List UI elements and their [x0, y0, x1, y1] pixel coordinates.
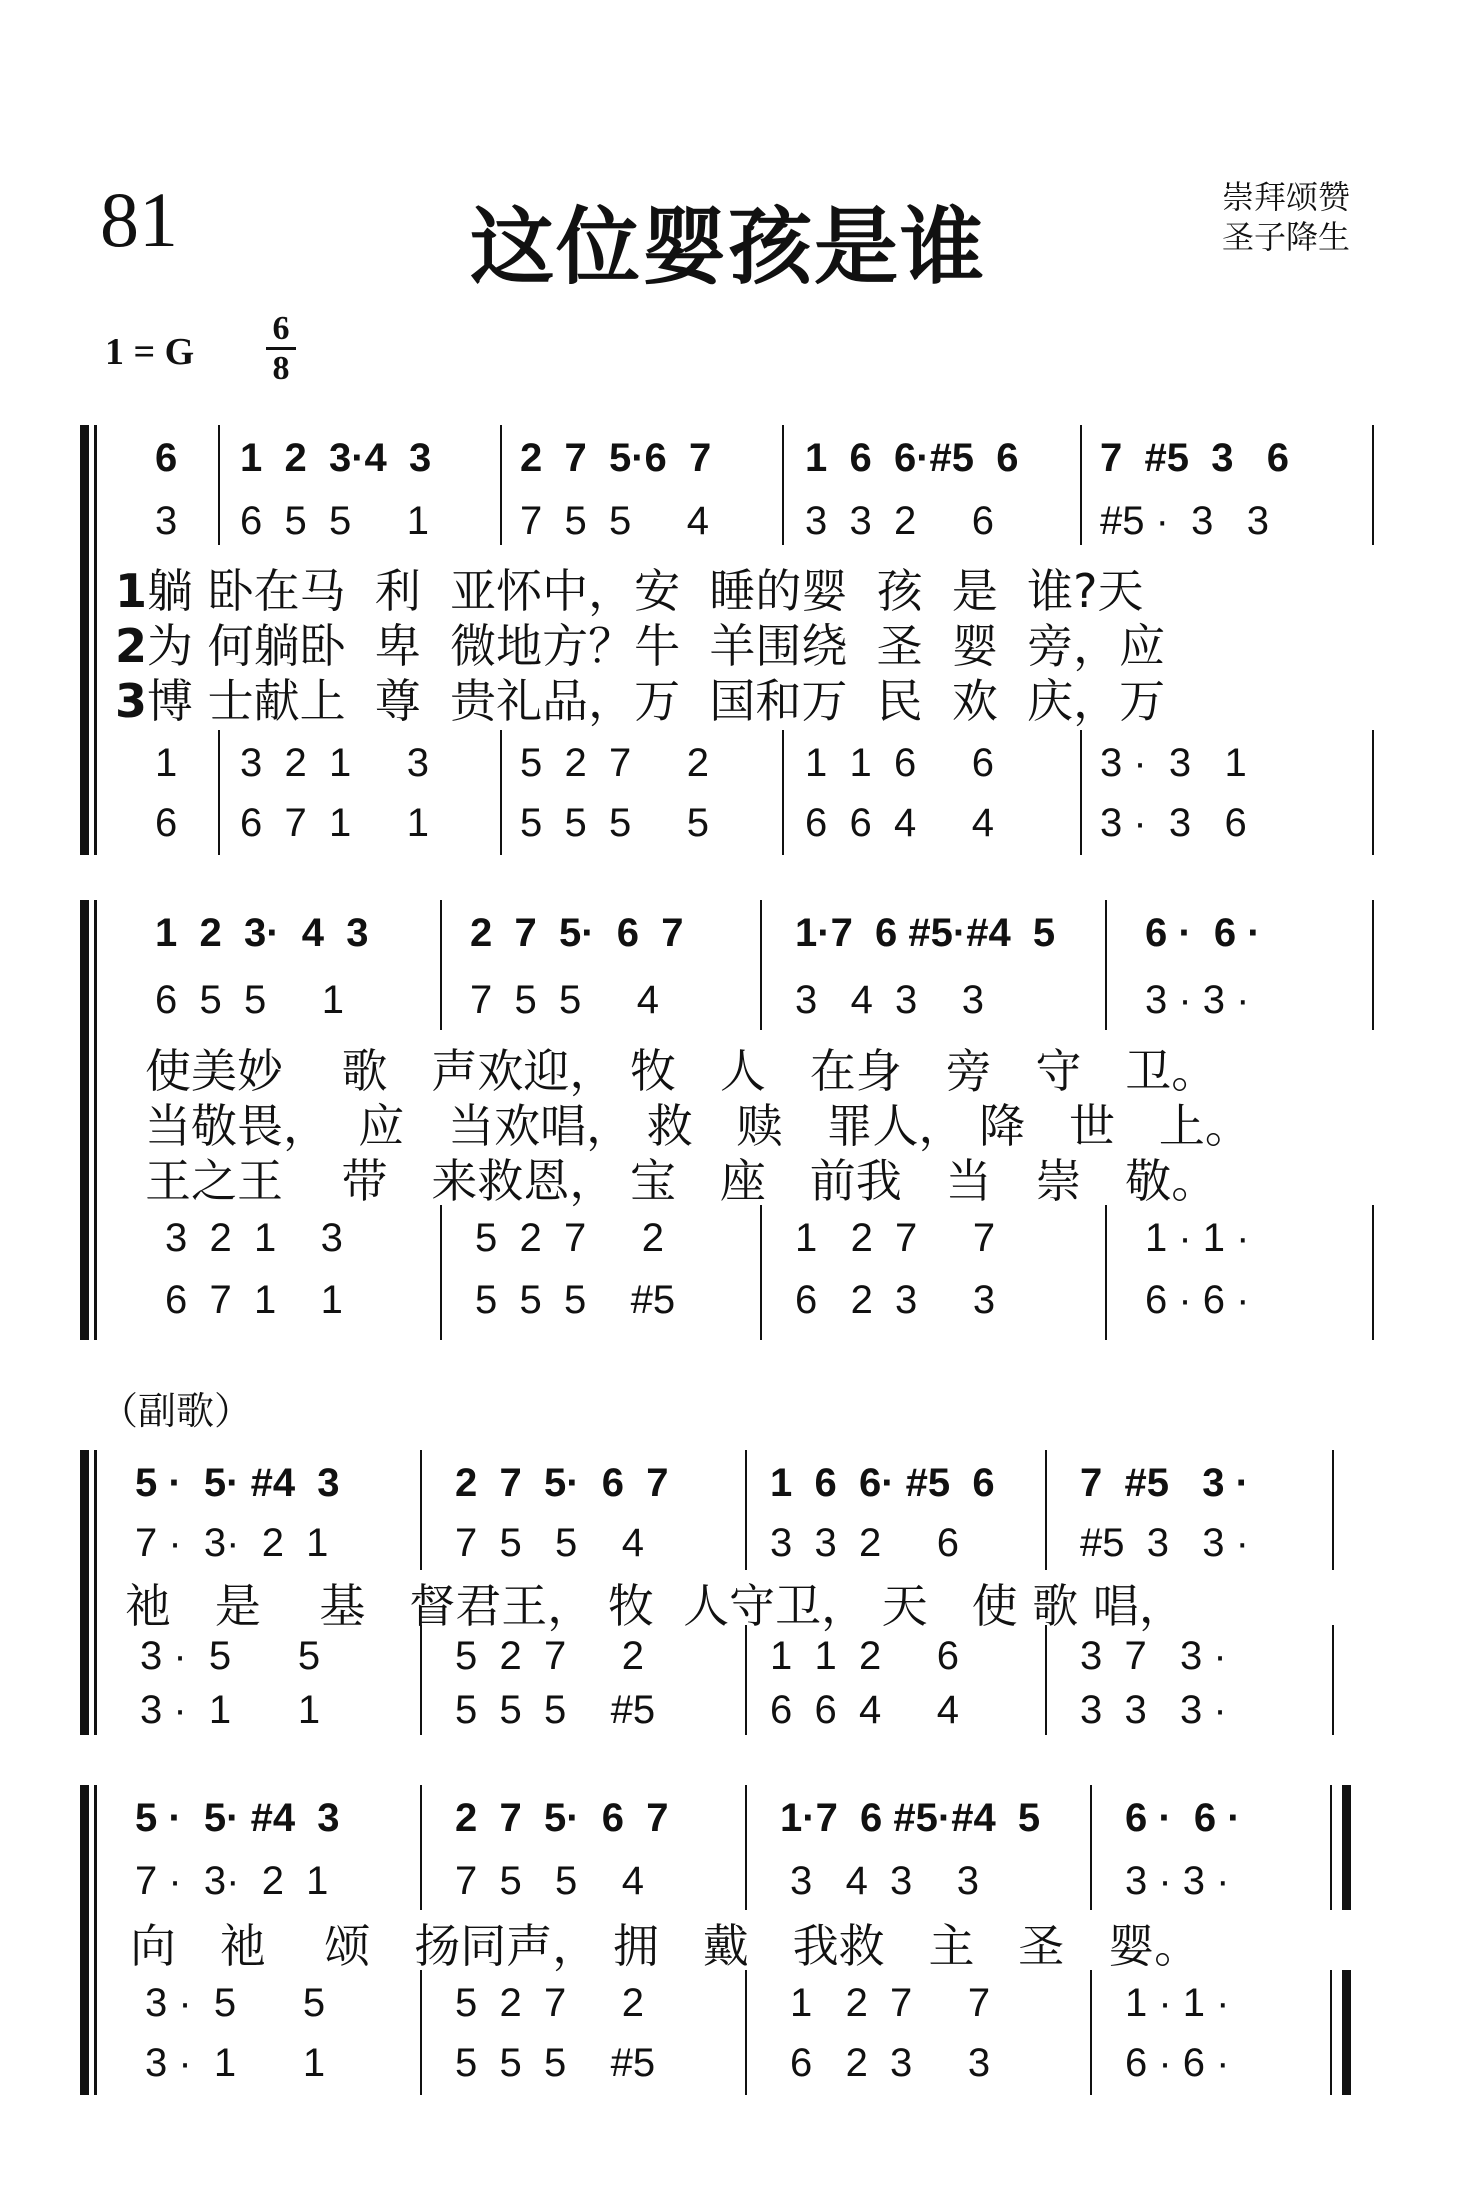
- bass-measure: 6 7 1 1: [165, 1277, 343, 1322]
- hymn-title: 这位婴孩是谁: [470, 198, 987, 296]
- system-bracket: [80, 425, 89, 855]
- bass-measure: 3 · 1 1: [140, 1687, 321, 1732]
- tenor-measure: 1 · 1 ·: [1125, 1980, 1230, 2025]
- barline: [760, 900, 762, 1030]
- barline: [745, 1450, 747, 1570]
- final-barline-thick: [1342, 1785, 1351, 1910]
- time-signature-bottom: 8: [272, 350, 290, 387]
- system-4: [80, 1785, 1355, 2095]
- tenor-measure: 1 2 7 7: [790, 1980, 991, 2025]
- alto-measure: #5 3 3 ·: [1080, 1520, 1249, 1565]
- barline: [1080, 425, 1082, 545]
- tenor-measure: 1 1 6 6: [805, 740, 995, 785]
- alto-measure: 3 4 3 3: [795, 977, 985, 1022]
- alto-measure: 7 5 5 4: [455, 1520, 645, 1565]
- key-signature: 1 = G: [105, 331, 195, 373]
- tenor-measure: 3 · 3 1: [1100, 740, 1247, 785]
- barline: [782, 425, 784, 545]
- bass-measure: 5 5 5 #5: [455, 1687, 656, 1732]
- barline: [218, 425, 220, 545]
- barline: [500, 730, 502, 855]
- system-bracket: [80, 1450, 89, 1735]
- alto-measure: #5 · 3 3: [1100, 498, 1269, 543]
- bass-measure: 6 · 6 ·: [1145, 1277, 1250, 1322]
- bass-measure: 6 2 3 3: [795, 1277, 996, 1322]
- melody-measure: 6 · 6 ·: [1125, 1795, 1241, 1840]
- melody-measure: 1·7 6 #5·#4 5: [780, 1795, 1041, 1840]
- tenor-measure: 5 2 7 2: [455, 1980, 645, 2025]
- lyric-line-verse-2: 当敬畏， 应 当欢唱， 救 赎 罪人， 降 世 上。: [145, 1099, 1251, 1153]
- barline: [1045, 1450, 1047, 1570]
- barline: [420, 1785, 422, 1910]
- bass-measure: 3 3 3 ·: [1080, 1687, 1227, 1732]
- alto-measure: 7 · 3· 2 1: [135, 1858, 329, 1903]
- melody-measure: 1·7 6 #5·#4 5: [795, 910, 1056, 955]
- lyric-line-chorus: 祂 是 基 督君王， 牧 人守卫， 天 使 歌 唱，: [125, 1579, 1185, 1633]
- alto-pickup: 3: [155, 498, 178, 543]
- alto-measure: 3 · 3 ·: [1145, 977, 1250, 1022]
- melody-measure: 1 2 3·4 3: [240, 435, 432, 480]
- bass-measure: 5 5 5 #5: [455, 2040, 656, 2085]
- barline: [745, 1625, 747, 1735]
- lyric-line-verse-2: 2为 何躺卧 卑 微地方？牛 羊围绕 圣 婴 旁，应: [115, 619, 1166, 673]
- alto-measure: 6 5 5 1: [155, 977, 345, 1022]
- tenor-measure: 5 2 7 2: [455, 1633, 645, 1678]
- system-1: [80, 425, 1380, 855]
- bass-measure: 3 · 1 1: [145, 2040, 326, 2085]
- tenor-measure: 3 · 5 5: [145, 1980, 326, 2025]
- barline: [745, 1970, 747, 2095]
- tenor-measure: 3 2 1 3: [240, 740, 430, 785]
- barline: [1332, 1625, 1334, 1735]
- melody-pickup: 6: [155, 435, 178, 480]
- final-barline-thin: [1330, 1970, 1332, 2095]
- lyric-line-verse-1: 使美妙 歌 声欢迎， 牧 人 在身 旁 守 卫。: [145, 1044, 1218, 1098]
- tenor-measure: 3 2 1 3: [165, 1215, 343, 1260]
- barline: [1090, 1970, 1092, 2095]
- system-bracket: [80, 1785, 89, 2095]
- melody-measure: 1 2 3· 4 3: [155, 910, 369, 955]
- system-bracket-inner: [94, 900, 97, 1340]
- subcategory-label: 圣子降生: [1222, 218, 1351, 256]
- barline: [218, 730, 220, 855]
- lyric-line-chorus: 向 祂 颂 扬同声， 拥 戴 我救 主 圣 婴。: [130, 1919, 1201, 1973]
- hymn-number: 81: [100, 176, 178, 263]
- melody-measure: 6 · 6 ·: [1145, 910, 1261, 955]
- bass-measure: 6 2 3 3: [790, 2040, 991, 2085]
- system-bracket-inner: [94, 1785, 97, 2095]
- system-bracket-inner: [94, 1450, 97, 1735]
- melody-measure: 7 #5 3 6: [1100, 435, 1290, 480]
- alto-measure: 7 5 5 4: [455, 1858, 645, 1903]
- melody-measure: 5 · 5· #4 3: [135, 1460, 340, 1505]
- chorus-label: （副歌）: [100, 1389, 253, 1433]
- tenor-measure: 5 2 7 2: [520, 740, 710, 785]
- barline: [440, 900, 442, 1030]
- barline: [782, 730, 784, 855]
- barline: [1332, 1450, 1334, 1570]
- melody-measure: 2 7 5·6 7: [520, 435, 712, 480]
- barline: [440, 1205, 442, 1340]
- bass-measure: 5 5 5 5: [520, 800, 710, 845]
- bass-pickup: 6: [155, 800, 178, 845]
- tenor-pickup: 1: [155, 740, 178, 785]
- barline: [420, 1625, 422, 1735]
- system-bracket-inner: [94, 425, 97, 855]
- alto-measure: 7 5 5 4: [470, 977, 660, 1022]
- alto-measure: 3 4 3 3: [790, 1858, 980, 1903]
- tenor-measure: 3 · 5 5: [140, 1633, 321, 1678]
- melody-measure: 5 · 5· #4 3: [135, 1795, 340, 1840]
- alto-measure: 3 · 3 ·: [1125, 1858, 1230, 1903]
- final-barline-thick: [1342, 1970, 1351, 2095]
- melody-measure: 1 6 6·#5 6: [805, 435, 1019, 480]
- alto-measure: 7 5 5 4: [520, 498, 710, 543]
- tenor-measure: 1 2 7 7: [795, 1215, 996, 1260]
- barline: [500, 425, 502, 545]
- bass-measure: 6 6 4 4: [805, 800, 995, 845]
- tenor-measure: 5 2 7 2: [475, 1215, 665, 1260]
- barline: [1105, 1205, 1107, 1340]
- barline: [420, 1450, 422, 1570]
- barline: [1372, 425, 1374, 545]
- alto-measure: 3 3 2 6: [805, 498, 995, 543]
- barline: [1105, 900, 1107, 1030]
- barline: [745, 1785, 747, 1910]
- lyric-line-verse-3: 3博 士献上 尊 贵礼品，万 国和万 民 欢 庆，万: [115, 674, 1166, 728]
- system-3: [80, 1450, 1340, 1735]
- melody-measure: 2 7 5· 6 7: [470, 910, 684, 955]
- alto-measure: 6 5 5 1: [240, 498, 430, 543]
- time-signature-top: 6: [272, 310, 290, 347]
- bass-measure: 6 · 6 ·: [1125, 2040, 1230, 2085]
- barline: [760, 1205, 762, 1340]
- barline: [1080, 730, 1082, 855]
- bass-measure: 6 7 1 1: [240, 800, 430, 845]
- tenor-measure: 3 7 3 ·: [1080, 1633, 1227, 1678]
- bass-measure: 3 · 3 6: [1100, 800, 1247, 845]
- barline: [1045, 1625, 1047, 1735]
- barline: [1372, 1205, 1374, 1340]
- melody-measure: 1 6 6· #5 6: [770, 1460, 995, 1505]
- lyric-line-verse-1: 1躺 卧在马 利 亚怀中，安 睡的婴 孩 是 谁?天: [115, 564, 1144, 618]
- alto-measure: 3 3 2 6: [770, 1520, 960, 1565]
- melody-measure: 7 #5 3 ·: [1080, 1460, 1249, 1505]
- barline: [1372, 900, 1374, 1030]
- system-2: [80, 900, 1380, 1340]
- bass-measure: 5 5 5 #5: [475, 1277, 676, 1322]
- category-label: 崇拜颂赞: [1222, 178, 1351, 216]
- barline: [1372, 730, 1374, 855]
- bass-measure: 6 6 4 4: [770, 1687, 960, 1732]
- tenor-measure: 1 1 2 6: [770, 1633, 960, 1678]
- barline: [420, 1970, 422, 2095]
- tenor-measure: 1 · 1 ·: [1145, 1215, 1250, 1260]
- alto-measure: 7 · 3· 2 1: [135, 1520, 329, 1565]
- system-bracket: [80, 900, 89, 1340]
- barline: [1090, 1785, 1092, 1910]
- final-barline-thin: [1330, 1785, 1332, 1910]
- melody-measure: 2 7 5· 6 7: [455, 1460, 669, 1505]
- lyric-line-verse-3: 王之王 带 来救恩， 宝 座 前我 当 崇 敬。: [145, 1154, 1218, 1208]
- melody-measure: 2 7 5· 6 7: [455, 1795, 669, 1840]
